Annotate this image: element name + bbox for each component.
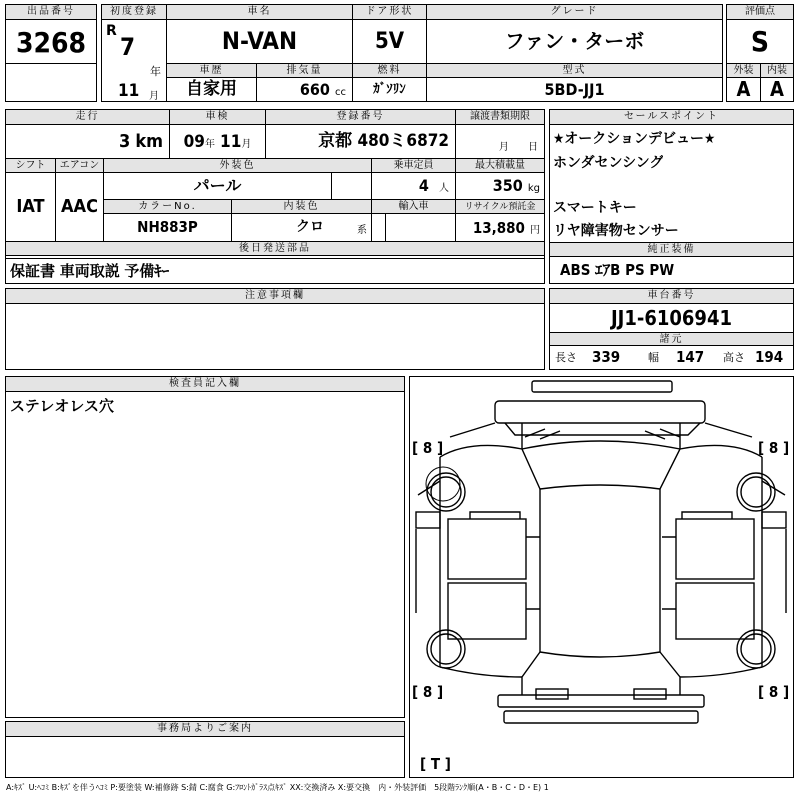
- mileage-cell: [6, 125, 169, 158]
- later-parts-label: 後日発送部品: [6, 241, 544, 256]
- displacement-label: 排気量: [256, 63, 352, 78]
- mileage-label: 走行: [6, 110, 169, 125]
- door-label: ドア形状: [352, 5, 426, 20]
- recycle-cell: [455, 214, 544, 241]
- legend-text: A:ｷｽﾞ U:ﾍｺﾐ B:ｷｽﾞを伴うﾍｺﾐ P:要塗装 W:補修跡 S:錆 C:腐食 G:ﾌﾛﾝﾄｶﾞﾗｽ点ｷｽﾞ XX:交換済み X:要交換 内・外装評価 5段階ﾗﾝｸ順(A・B・C・D・E) 1: [6, 783, 549, 792]
- car-diagram: [410, 377, 793, 777]
- int-color-unit: 系: [357, 225, 367, 236]
- color-no-label: カラーNo.: [103, 199, 231, 214]
- first-reg-year: 7: [120, 33, 136, 61]
- dims-label: 諸元: [550, 332, 793, 346]
- capacity-value: 4: [418, 176, 429, 195]
- lot-box: [5, 4, 97, 102]
- door-type: 5V: [352, 20, 426, 63]
- tread-front-left: [ 8 ]: [412, 439, 444, 457]
- displacement-cell: [256, 78, 352, 101]
- tread-rear-right: [ 8 ]: [758, 683, 790, 701]
- first-reg-era: R: [106, 23, 117, 39]
- details-box: [5, 109, 545, 259]
- equipment-label: 純正装備: [550, 242, 793, 257]
- inspector-label: 検査員記入欄: [6, 377, 404, 392]
- max-load-label: 最大積載量: [455, 158, 544, 173]
- vehicle-header-box: [101, 4, 723, 102]
- shift-value: IAT: [16, 196, 45, 217]
- chassis-box: [549, 288, 794, 370]
- exterior-label: 外装: [727, 63, 760, 78]
- inspection-cell: [169, 125, 265, 158]
- max-load-cell: [455, 173, 544, 199]
- transfer-label: 譲渡書類期限: [455, 110, 544, 125]
- damage-diagram-box: [409, 376, 794, 778]
- registration-value: 京都 480ミ6872: [265, 125, 455, 158]
- grade-label: グレード: [426, 5, 722, 20]
- recycle-unit: 円: [530, 225, 540, 236]
- tread-rear-left: [ 8 ]: [412, 683, 444, 701]
- later-parts-box: [5, 258, 545, 284]
- inspection-label: 車検: [169, 110, 265, 125]
- model-label: 型式: [426, 63, 722, 78]
- rating-box: [726, 4, 794, 102]
- lot-divider: [6, 63, 96, 64]
- fuel-label: 燃料: [352, 63, 426, 78]
- car-name-label: 車名: [166, 5, 352, 20]
- int-color-cell: [231, 214, 371, 241]
- capacity-cell: [371, 173, 455, 199]
- sales-point-2: ホンダセンシング: [553, 155, 664, 171]
- inspection-month-unit: 月: [241, 139, 252, 150]
- history-label: 車歴: [166, 63, 256, 78]
- first-reg-year-unit: 年: [150, 65, 161, 78]
- import-cell-a: [371, 214, 385, 241]
- length-value: 339: [592, 348, 621, 366]
- dims-row: [550, 346, 793, 369]
- max-load-unit: kg: [527, 183, 540, 194]
- capacity-label: 乗車定員: [371, 158, 455, 173]
- height-label: 高さ: [723, 351, 745, 364]
- notes-label: 注意事項欄: [6, 289, 544, 304]
- first-reg-month-unit: 月: [149, 91, 159, 102]
- height-value: 194: [755, 348, 784, 366]
- width-label: 幅: [648, 351, 659, 364]
- grade-value: ファン・ターボ: [426, 20, 722, 63]
- max-load-value: 350: [492, 176, 523, 195]
- width-value: 147: [676, 348, 705, 366]
- history-value: 自家用: [166, 78, 256, 101]
- office-box: [5, 721, 405, 778]
- aircon-label: エアコン: [55, 158, 103, 173]
- displacement-unit: cc: [335, 87, 346, 98]
- model-value: 5BD-JJ1: [426, 78, 722, 101]
- car-name: N-VAN: [166, 20, 352, 63]
- capacity-unit: 人: [439, 183, 449, 194]
- registration-label: 登録番号: [265, 110, 455, 125]
- mileage-value: 3: [118, 131, 131, 152]
- sales-point-1: ★オークションデビュー★: [553, 131, 716, 147]
- lot-number: 3268: [15, 26, 87, 59]
- lot-label: 出品番号: [6, 5, 96, 20]
- sales-points-label: セールスポイント: [550, 110, 793, 125]
- chassis-value: JJ1-6106941: [610, 306, 732, 330]
- tread-front-right: [ 8 ]: [758, 439, 790, 457]
- inspection-year-unit: 年: [204, 139, 215, 150]
- ext-color-label: 外装色: [103, 158, 371, 173]
- aircon-value: AAC: [55, 173, 103, 241]
- import-cell-b: [385, 214, 455, 241]
- office-label: 事務局よりご案内: [6, 722, 404, 737]
- length-label: 長さ: [555, 351, 577, 364]
- color-no-value: NH883P: [103, 214, 231, 241]
- first-reg-label: 初度登録: [102, 5, 166, 20]
- fuel-value: ｶﾞｿﾘﾝ: [352, 78, 426, 101]
- sales-points-box: [549, 109, 794, 284]
- inspection-month: 11: [220, 132, 242, 152]
- rating-value: S: [750, 25, 770, 58]
- mileage-unit: km: [135, 131, 163, 152]
- sales-point-5: リヤ障害物センサー: [553, 223, 679, 239]
- chassis-label: 車台番号: [550, 289, 793, 304]
- ext-color-subcell: [331, 173, 371, 199]
- displacement-value: 660: [299, 80, 330, 99]
- transfer-month-unit: 月: [498, 142, 509, 153]
- first-reg-month: 11: [118, 81, 140, 101]
- inspection-year: 09: [183, 132, 205, 152]
- interior-grade: A: [760, 78, 793, 101]
- recycle-label: リサイクル預託金: [455, 199, 544, 214]
- transfer-cell: [455, 125, 544, 158]
- rating-label: 評価点: [727, 5, 793, 20]
- int-color-value: クロ: [296, 219, 324, 235]
- transfer-day-unit: 日: [528, 142, 538, 153]
- interior-label: 内装: [760, 63, 793, 78]
- import-label: 輸入車: [371, 199, 455, 214]
- int-color-label: 内装色: [231, 199, 371, 214]
- exterior-grade: A: [736, 78, 751, 101]
- equipment-value: ABS ｴｱB PS PW: [560, 261, 675, 279]
- later-parts-value: 保証書 車両取説 予備ｷｰ: [10, 262, 170, 280]
- shift-label: シフト: [6, 158, 55, 173]
- inspector-box: [5, 376, 405, 718]
- recycle-value: 13,880: [472, 219, 525, 237]
- notes-box: [5, 288, 545, 370]
- sales-point-4: スマートキー: [553, 200, 637, 216]
- tread-spare: [ T ]: [420, 755, 451, 773]
- ext-color-value: パール: [103, 173, 331, 199]
- inspector-note: ステレオレス穴: [10, 397, 114, 415]
